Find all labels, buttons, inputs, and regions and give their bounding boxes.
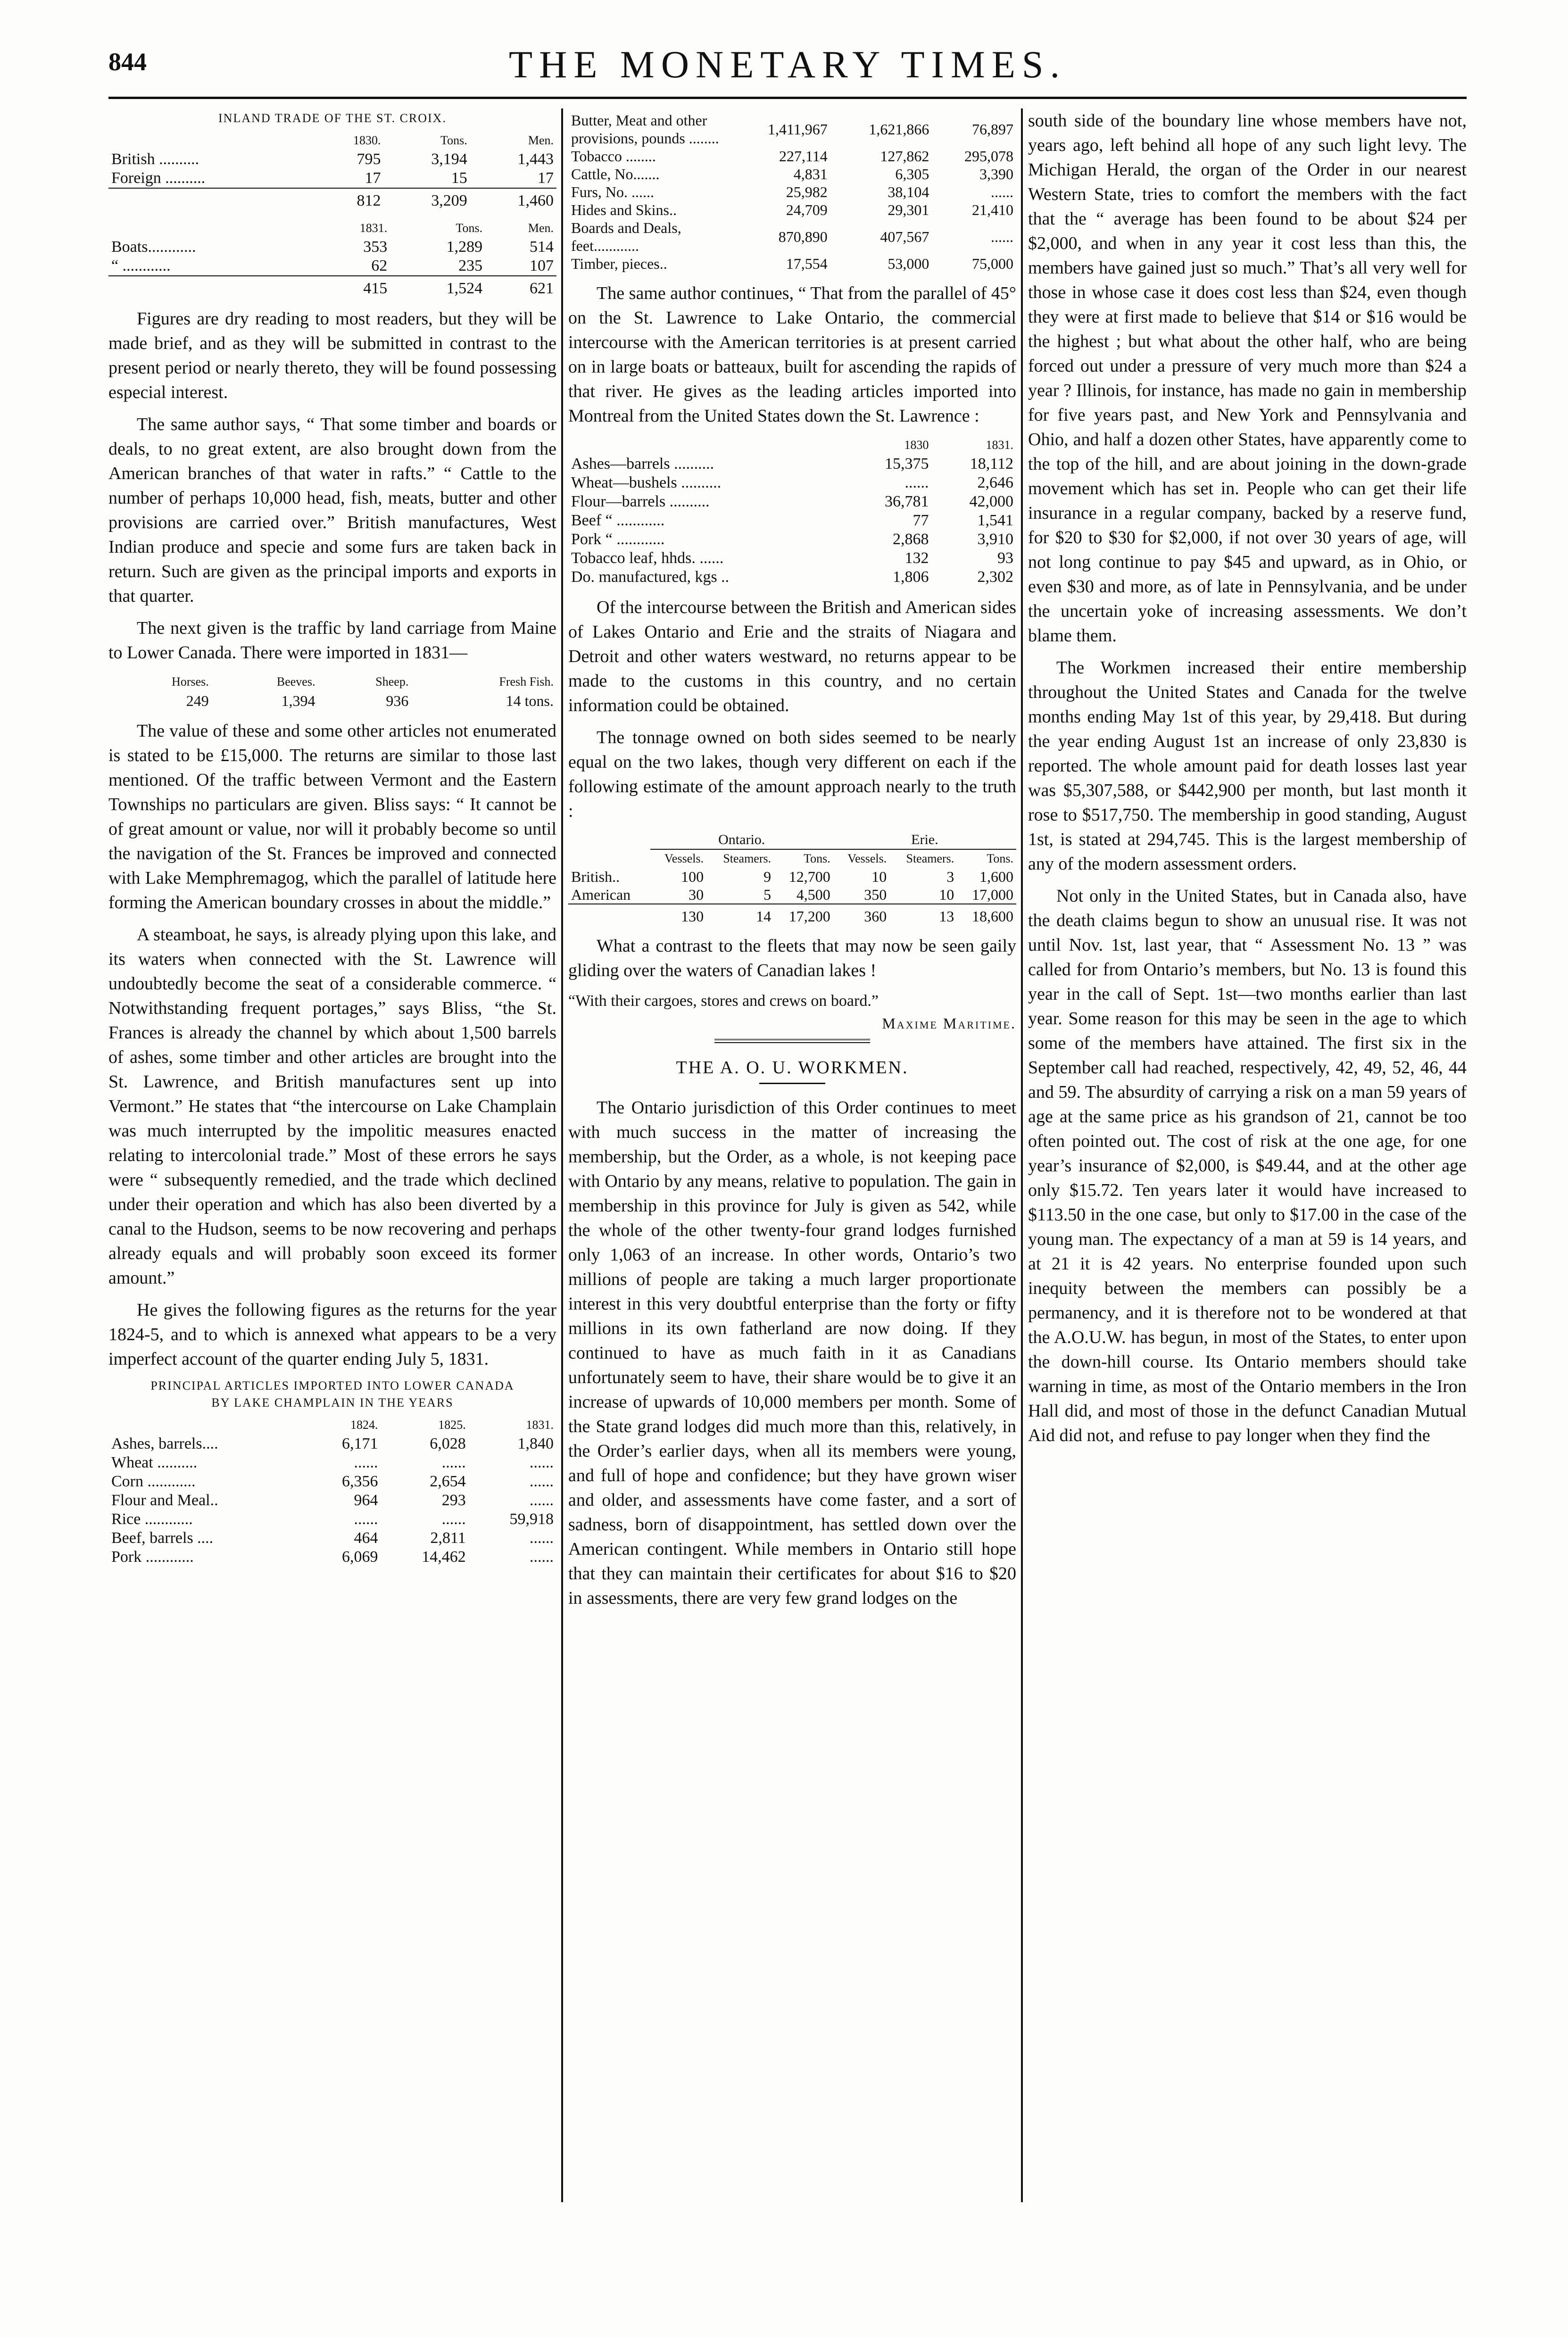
paragraph: The same author continues, “ That from the parallel of 45° on the St. Lawrence to Lake Ontario, the commercial intercourse with the American territories is at present carried on in large boats or batteaux, built for ascending the rapids of that river. He gives as the leading articles imported into Montreal from the United States down the St. Lawrence :	[568, 283, 1016, 426]
table-row: Furs, No. ...... 25,982 38,104 ......	[571, 183, 1013, 200]
table-row: Corn ............ 6,356 2,654 ......	[111, 1473, 554, 1490]
table-row: “ ............ 62 235 107	[111, 257, 554, 274]
paragraph: The tonnage owned on both sides seemed to be nearly equal on the two lakes, though very different on each if the following estimate of the amount approach nearly to the truth :	[568, 728, 1016, 821]
paragraph: The value of these and some other articles not enumerated is stated to be £15,000. The returns are similar to those last mentioned. Of the traffic between Vermont and the Eastern Townships no particulars are given. Bliss says: “ It cannot be of great amount or value, nor will it probably become so until the navigation of the St. Frances be improved and connected with Lake Memphremagog, which the parallel of latitude here forming the American boundary crosses in about the middle.”	[108, 721, 556, 912]
montreal-imports-table: 1830 1831. Ashes—barrels .......... 15,375 18,112 Wheat—bushels .......... ...... 2,646 Flour—barrels .......... 36,781 42,000 Beef “ ............ 77 1,541 Pork “ ............ 2,868 3,910 Tobacco leaf, hhds. ...... 132 93 Do. manufactured, kgs .. 1,806 2,302	[568, 436, 1016, 587]
table-row: Butter, Meat and other provisions, pounds ........ 1,411,967 1,621,866 76,897	[571, 112, 1013, 147]
paragraph: The next given is the traffic by land carriage from Maine to Lower Canada. There were imported in 1831—	[108, 618, 556, 663]
col-header: Men.	[528, 221, 554, 235]
table-row: Ashes—barrels .......... 15,375 18,112	[571, 455, 1013, 473]
column-3	[1028, 108, 1467, 1455]
table-row: Beef, barrels .... 464 2,811 ......	[111, 1529, 554, 1547]
table-row: Rice ............ ...... ...... 59,918	[111, 1510, 554, 1528]
page-number: 844	[108, 48, 147, 76]
table-title: PRINCIPAL ARTICLES IMPORTED INTO LOWER CANADA	[150, 1379, 514, 1393]
paragraph: The Ontario jurisdiction of this Order continues to meet with much success in the matter of increasing the membership, but the Order, as a whole, is not keeping pace with Ontario by any means, relative to population. The gain in membership in this province for July is given as 542, while the whole of the other twenty-four grand lodges furnished only 1,063 of an increase. In other words, Ontario’s two millions of people are taking a much larger proportionate interest in this very doubtful enterprise than the forty or fifty millions in its own fatherland are now doing. If they continued to have as much faith in it as Canadians unfortunately seem to have, their share would be to give it an increase of upwards of 10,000 members per month. Some of the State grand lodges did much more than this, relatively, in the Order’s earlier days, when all its members were young, and full of hope and confidence; but they have grown wiser and older, and assessments have come faster, and a sort of sadness, born of disappointment, has settled down over the American contingent. While members in Ontario still hope that they can maintain their certificates for about $16 to $20 in assessments, there are very few grand lodges on the	[568, 1098, 1016, 1608]
col-header: Tons.	[456, 221, 483, 235]
column-divider-2	[1021, 108, 1023, 2202]
signature: Maxime Maritime.	[882, 1015, 1016, 1032]
table-row: Tobacco leaf, hhds. ...... 132 93	[571, 549, 1013, 567]
article-heading: THE A. O. U. WORKMEN.	[676, 1058, 909, 1078]
table-row: British.. 100 9 12,700 10 3 1,600	[571, 868, 1013, 885]
lakes-tonnage-table: Ontario. Erie. Vessels. Steamers. Tons. Vessels. Steamers. Tons. British.. 100 9 12,700 10 3 1,600 American 30 5 4,500 350 10 17,000 130 14 17,200 360 13 18,600	[568, 831, 1016, 925]
lake-champlain-table: 1824. 1825. 1831. Ashes, barrels.... 6,171 6,028 1,840 Wheat .......... ...... ...... ...... Corn ............ 6,356 2,654 ...... Flour and Meal.. 964 293 ...... Rice ............ ...... ...... 59,918 Beef, barrels .... 464 2,811 ...... Pork ............ 6,069 14,462 ......	[108, 1416, 556, 1567]
total-row: 812 3,209 1,460	[108, 188, 556, 210]
publication-title: THE MONETARY TIMES.	[509, 43, 1066, 86]
st-croix-table-1830	[108, 131, 556, 210]
total-row: 415 1,524 621	[108, 276, 556, 298]
paragraph: He gives the following figures as the returns for the year 1824-5, and to which is annexed what appears to be a very imperfect account of the quarter ending July 5, 1831.	[108, 1300, 556, 1369]
paragraph: south side of the boundary line whose members have not, years ago, left behind all hope of any such light levy. The Michigan Herald, the organ of the Order in our nearest Western State, tries to comfort the members with the fact that the “ average has been found to be about $24 per $2,000, and when in any year it cost less than this, the members have gained just so much.” That’s all very well for those in whose case it does cost less than $24, even though they were at first made to believe that $14 or $16 would be the highest ; but what about the other half, who are being forced out under a pressure of very much more than $24 a year ? Illinois, for instance, has made no gain in membership for five years past, and New York and Pennsylvania and Ohio, and half a dozen other States, have apparently come to the top of the hill, and are about joining in the down-grade movement which has set in. People who can get their life insurance in a regular company, backed by a reserve fund, for $20 to $30 for $2,000, if not over 30 years of age, will not long continue to pay $45 and upward, as in Ohio, or even $30 and more, as of late in Pennsylvania, and be under the uncertain yoke of increasing assessments. We don’t blame them.	[1028, 111, 1467, 646]
table-row: British .......... 795 3,194 1,443	[111, 150, 554, 168]
header-rule	[108, 97, 1467, 99]
paragraph: What a contrast to the fleets that may now be seen gaily gliding over the waters of Canadian lakes !	[568, 936, 1016, 980]
table-row: Tobacco ........ 227,114 127,862 295,078	[571, 148, 1013, 165]
group-header: Erie.	[833, 831, 1016, 849]
table-row: Cattle, No....... 4,831 6,305 3,390	[571, 166, 1013, 182]
lake-champlain-table-continued	[568, 111, 1016, 273]
table-row: Flour and Meal.. 964 293 ......	[111, 1492, 554, 1509]
paragraph: Of the intercourse between the British and American sides of Lakes Ontario and Erie and the straits of Niagara and Detroit and other waters westward, no returns appear to be made to the customs in this country, and no certain information could be obtained.	[568, 597, 1016, 715]
column-2	[568, 108, 1016, 1618]
paragraph: The Workmen increased their entire membership throughout the United States and Canada for the twelve months ending May 1st of this year, by 29,418. But during the year ending August 1st an increase of only 23,830 is reported. The whole amount paid for death losses last year was $5,307,588, or $442,900 per month, but last month it rose to $517,750. The membership in good standing, August 1st, is stated at 294,745. This is the largest membership of any of the modern assessment orders.	[1028, 658, 1467, 874]
table-row: Do. manufactured, kgs .. 1,806 2,302	[571, 568, 1013, 586]
land-carriage-table: Horses. Beeves. Sheep. Fresh Fish. 249 1,394 936 14 tons.	[108, 672, 556, 710]
table-row: Foreign .......... 17 15 17	[111, 169, 554, 187]
column-divider-1	[561, 108, 563, 2202]
table-row: Boats............ 353 1,289 514	[111, 238, 554, 256]
section-rule	[714, 1039, 870, 1043]
table-row: American 30 5 4,500 350 10 17,000	[571, 886, 1013, 903]
heading-rule	[759, 1083, 825, 1084]
table-title: INLAND TRADE OF THE ST. CROIX.	[218, 111, 447, 125]
page-header	[108, 42, 1467, 94]
total-row: 130 14 17,200 360 13 18,600	[568, 904, 1016, 925]
table-row: 249 1,394 936 14 tons.	[186, 692, 554, 709]
column-1	[108, 108, 556, 1575]
paragraph: The same author says, “ That some timber and boards or deals, to no great extent, are also brought down from the American branches of that water in rafts.” “ Cattle to the number of perhaps 10,000 head, fish, meats, butter and other provisions are carried over.” British manufactures, West Indian produce and specie and some furs are taken back in return. Such are given as the principal imports and exports in that quarter.	[108, 415, 556, 606]
table-subtitle: BY LAKE CHAMPLAIN IN THE YEARS	[211, 1396, 454, 1409]
table-row: Flour—barrels .......... 36,781 42,000	[571, 493, 1013, 510]
table-row: Wheat—bushels .......... ...... 2,646	[571, 474, 1013, 491]
paragraph: Figures are dry reading to most readers, but they will be made brief, and as they will be submitted in contrast to the present period or nearly thereto, they will be found possessing especial interest.	[108, 309, 556, 402]
quotation: “With their cargoes, stores and crews on board.”	[568, 992, 879, 1010]
table-row: Ashes, barrels.... 6,171 6,028 1,840	[111, 1435, 554, 1452]
table-row: Pork “ ............ 2,868 3,910	[571, 531, 1013, 548]
st-croix-table-1831	[108, 219, 556, 298]
paragraph: Not only in the United States, but in Canada also, have the death claims begun to show an unusual rise. It was not until Nov. 1st, last year, that “ Assessment No. 13 ” was called for from Ontario’s members, but No. 13 is found this year in the call of Sept. 1st—two months earlier than last year. Some reason for this may be seen in the age to which some of the members have attained. The first six in the September call had reached, respectively, 42, 49, 52, 46, 44 and 59. The absurdity of carrying a risk on a man 59 years of age at the same price as his grandson of 21, cannot be too often pointed out. The cost of risk at the one age, for one year’s insurance of $2,000, is $49.44, and at the other age only $15.72. Ten years later it would have increased to $113.50 in the one case, but only to $17.00 in the case of the young man. The expectancy of a man at 59 is 14 years, and at 21 it is 42 years. No enterprise founded upon such inequity between the members can possibly be a permanency, and it is therefore not to be wondered at that the A.O.U.W. has begun, in most of the States, to enter upon the down-hill course. Its Ontario members should take warning in time, as most of the Ontario members in the Iron Hall did, and most of those in the defunct Canadian Mutual Aid did not, and refuse to pay longer when they find the	[1028, 886, 1467, 1445]
col-header: 1831.	[359, 221, 388, 235]
col-header: Men.	[528, 133, 554, 147]
col-header: 1830.	[353, 133, 381, 147]
col-header: Tons.	[440, 133, 467, 147]
paragraph: A steamboat, he says, is already plying upon this lake, and its waters when connected with the St. Lawrence will undoubtedly become the seat of a considerable commerce. “ Notwithstanding frequent portages,” says Bliss, “the St. Frances is already the channel by which about 1,500 barrels of ashes, some timber and other articles are brought into the St. Lawrence, and British manufactures sent up into Vermont.” He states that “the intercourse on Lake Champlain was much interrupted by the impolitic measures enacted relating to intercolonial trade.” Most of these errors he says were “ subsequently remedied, and the trade which declined under their operation and which has also been diverted by a canal to the Hudson, seems to be now recovering and perhaps already equals and will probably soon exceed its former amount.”	[108, 925, 556, 1288]
group-header: Ontario.	[650, 831, 833, 849]
table-row: Pork ............ 6,069 14,462 ......	[111, 1548, 554, 1566]
table-row: Timber, pieces.. 17,554 53,000 75,000	[571, 255, 1013, 272]
table-row: Hides and Skins.. 24,709 29,301 21,410	[571, 201, 1013, 218]
table-row: Boards and Deals, feet............ 870,890 407,567 ......	[571, 219, 1013, 254]
table-row: Beef “ ............ 77 1,541	[571, 512, 1013, 529]
table-row: Wheat .......... ...... ...... ......	[111, 1454, 554, 1471]
